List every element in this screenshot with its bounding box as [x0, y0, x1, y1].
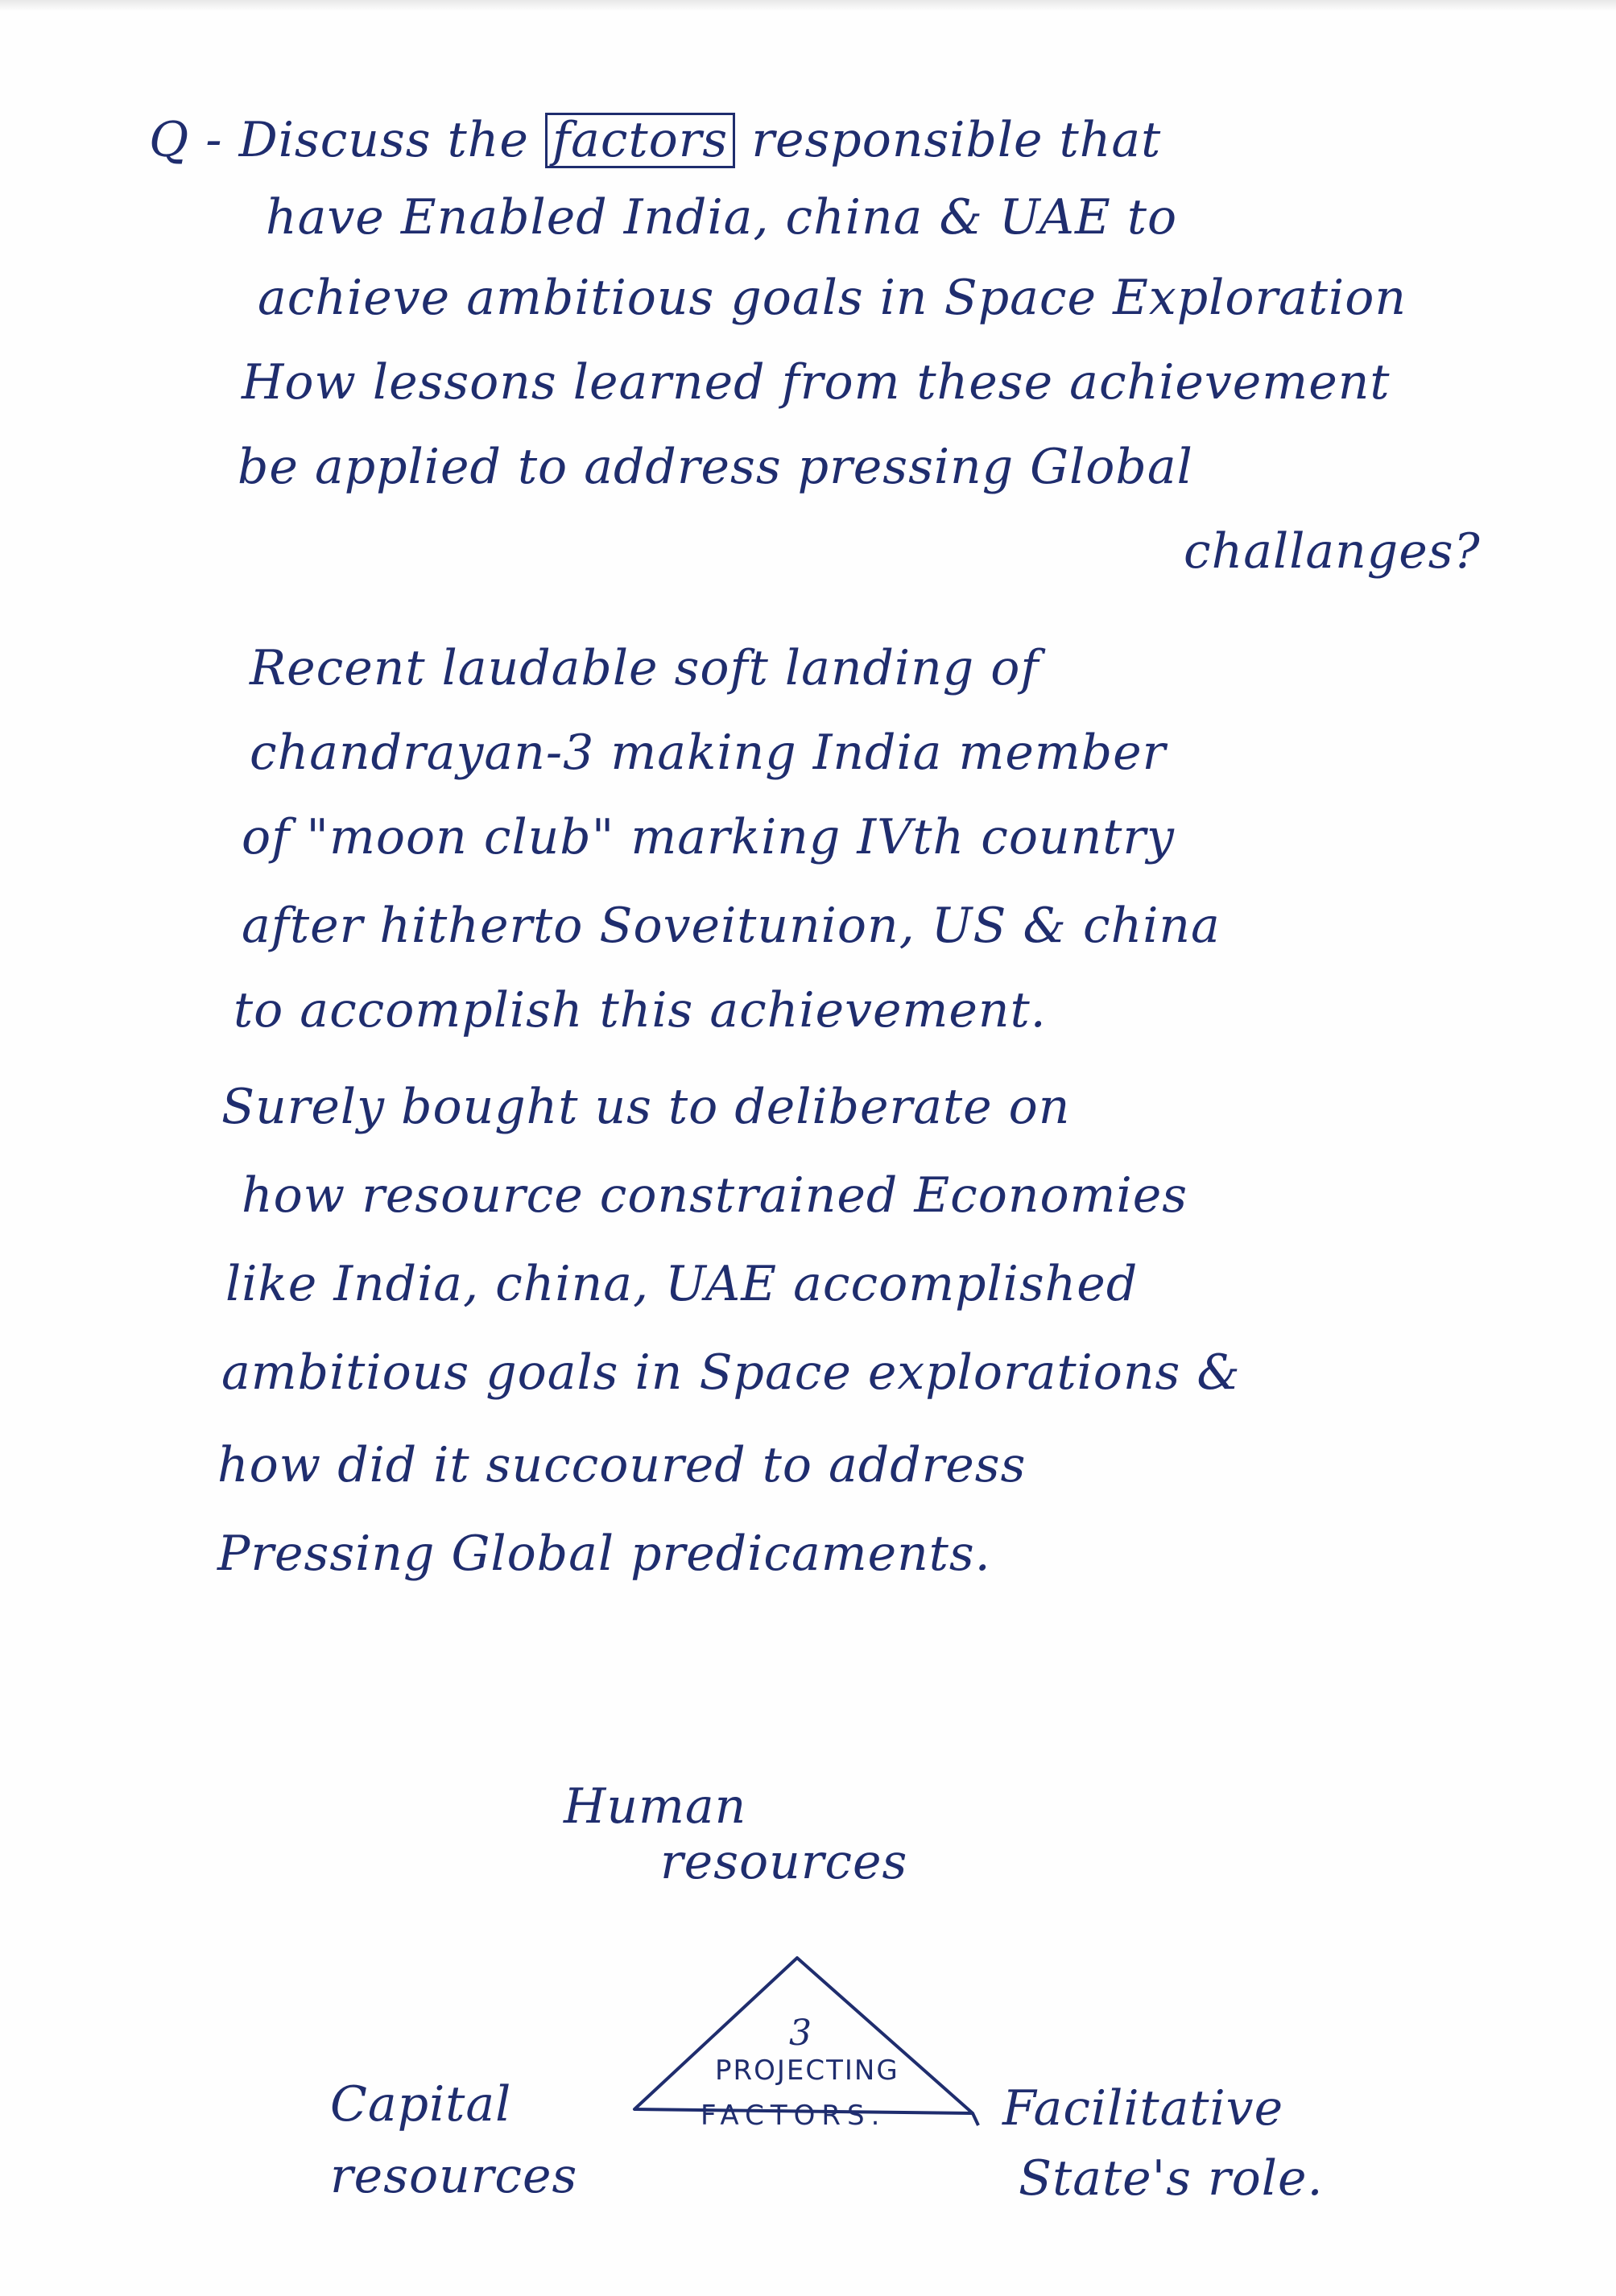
- question-line-3: achieve ambitious goals in Space Exploration: [258, 270, 1407, 326]
- page-top-shadow: [0, 0, 1616, 11]
- question-line-1: [149, 113, 1161, 168]
- boxed-keyword: factors: [545, 113, 735, 168]
- human-label-line-2: resources: [660, 1834, 908, 1890]
- question-line-2: have Enabled India, china & UAE to: [266, 189, 1178, 246]
- answer-line-8: like India, china, UAE accomplished: [225, 1256, 1139, 1312]
- answer-line-10: how did it succoured to address: [217, 1437, 1027, 1493]
- capital-resources-label: [330, 2077, 577, 2204]
- question-line-4: How lessons learned from these achievement: [242, 354, 1391, 411]
- center-label-line-1: PROJECTING: [715, 2054, 899, 2087]
- facilitative-label-line-2: State's role.: [1019, 2150, 1324, 2207]
- answer-line-6: Surely bought us to deliberate on: [221, 1079, 1071, 1135]
- facilitative-label-line-1: Facilitative: [1002, 2080, 1284, 2137]
- question-line-6: challanges?: [1184, 523, 1481, 580]
- answer-line-5: to accomplish this achievement.: [234, 982, 1047, 1039]
- answer-line-3: of "moon club" marking IVth country: [242, 809, 1175, 865]
- answer-line-4: after hitherto Soveitunion, US & china: [242, 898, 1221, 954]
- answer-line-9: ambitious goals in Space explorations &: [221, 1344, 1241, 1401]
- triangle-tail-stroke: [973, 2113, 978, 2125]
- human-resources-label: [564, 1779, 907, 1890]
- question-line-5: be applied to address pressing Global: [238, 439, 1193, 495]
- question-prefix: Q - Discuss the: [149, 112, 529, 168]
- human-label-line-1: Human: [564, 1778, 747, 1835]
- answer-line-11: Pressing Global predicaments.: [217, 1526, 991, 1582]
- answer-line-1: Recent laudable soft landing of: [250, 640, 1039, 696]
- capital-label-line-2: resources: [330, 2148, 578, 2204]
- center-numeral: 3: [789, 2013, 813, 2054]
- capital-label-line-1: Capital: [330, 2076, 512, 2133]
- answer-line-7: how resource constrained Economies: [242, 1167, 1188, 1224]
- facilitative-state-label: [1002, 2081, 1324, 2207]
- center-label-line-2: FACTORS.: [701, 2100, 887, 2132]
- answer-line-2: chandrayan-3 making India member: [250, 725, 1167, 781]
- question-suffix: responsible that: [751, 112, 1162, 168]
